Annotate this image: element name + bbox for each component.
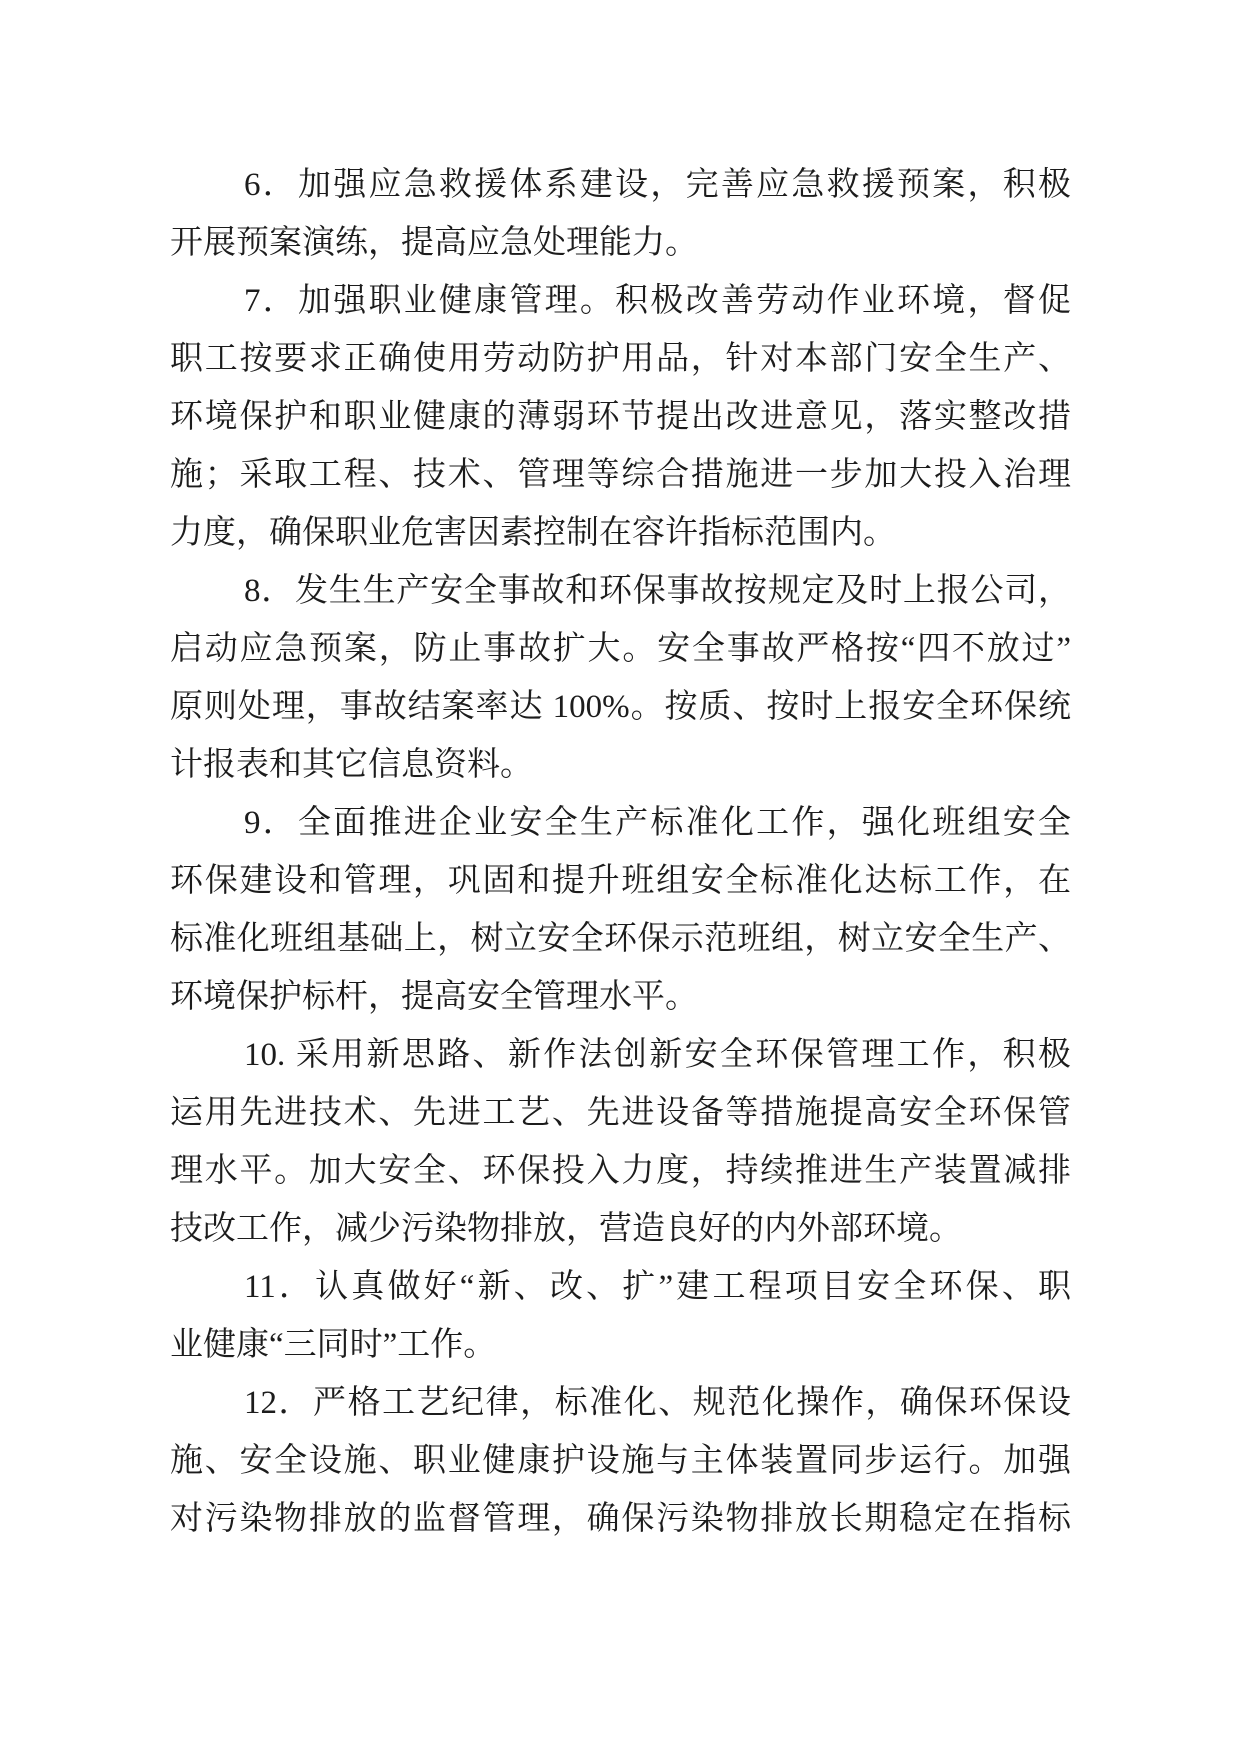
paragraph-item-7	[170, 272, 1071, 562]
text-line: 6．加强应急救援体系建设，完善应急救援预案，积极	[244, 167, 1071, 203]
text-line: 环保建设和管理，巩固和提升班组安全标准化达标工作，在	[170, 863, 1071, 899]
text-line: 9．全面推进企业安全生产标准化工作，强化班组安全	[244, 805, 1071, 841]
text-line: 理水平。加大安全、环保投入力度，持续推进生产装置减排	[170, 1153, 1071, 1189]
text-line: 力度，确保职业危害因素控制在容许指标范围内。	[170, 515, 896, 551]
text-line: 7．加强职业健康管理。积极改善劳动作业环境，督促	[244, 283, 1071, 319]
text-line: 12．严格工艺纪律，标准化、规范化操作，确保环保设	[244, 1385, 1071, 1421]
paragraph-item-10	[170, 1026, 1071, 1258]
text-line: 计报表和其它信息资料。	[170, 747, 533, 783]
text-line: 运用先进技术、先进工艺、先进设备等措施提高安全环保管	[170, 1095, 1071, 1131]
text-line: 技改工作，减少污染物排放，营造良好的内外部环境。	[170, 1211, 962, 1247]
paragraph-item-8	[170, 562, 1071, 794]
text-line: 启动应急预案，防止事故扩大。安全事故严格按“四不放过”	[170, 631, 1071, 667]
text-line: 职工按要求正确使用劳动防护用品，针对本部门安全生产、	[170, 341, 1071, 377]
text-line: 10. 采用新思路、新作法创新安全环保管理工作，积极	[244, 1037, 1071, 1073]
text-line: 原则处理，事故结案率达 100%。按质、按时上报安全环保统	[170, 689, 1071, 725]
text-line: 8．发生生产安全事故和环保事故按规定及时上报公司，	[244, 573, 1071, 609]
text-line: 开展预案演练，提高应急处理能力。	[170, 225, 698, 261]
paragraph-item-9	[170, 794, 1071, 1026]
text-line: 环境保护标杆，提高安全管理水平。	[170, 979, 698, 1015]
paragraph-item-11	[170, 1258, 1071, 1374]
text-line: 业健康“三同时”工作。	[170, 1327, 497, 1363]
text-line: 标准化班组基础上，树立安全环保示范班组，树立安全生产、	[170, 921, 1071, 957]
text-line: 施、安全设施、职业健康护设施与主体装置同步运行。加强	[170, 1443, 1071, 1479]
text-line: 11．认真做好“新、改、扩”建工程项目安全环保、职	[244, 1269, 1071, 1305]
text-line: 施；采取工程、技术、管理等综合措施进一步加大投入治理	[170, 457, 1071, 493]
text-line: 环境保护和职业健康的薄弱环节提出改进意见，落实整改措	[170, 399, 1071, 435]
paragraph-item-6	[170, 156, 1071, 272]
document-body	[170, 156, 1071, 1548]
text-line: 对污染物排放的监督管理，确保污染物排放长期稳定在指标	[170, 1501, 1071, 1537]
paragraph-item-12	[170, 1374, 1071, 1548]
